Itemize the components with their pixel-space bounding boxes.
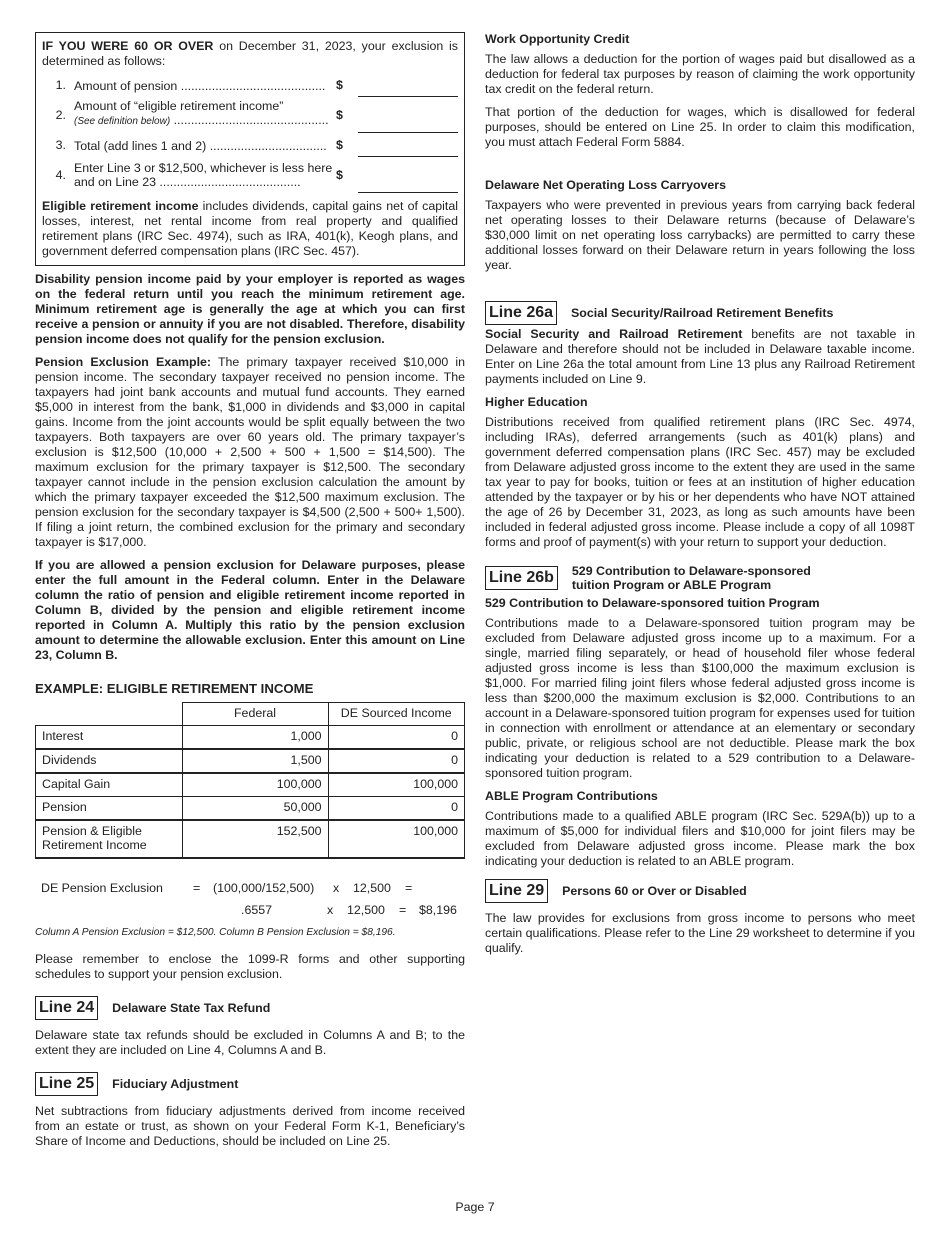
page-number: Page 7 <box>455 1200 495 1214</box>
higher-education-heading: Higher Education <box>485 395 588 409</box>
line-25-header: Line 25 Fiduciary Adjustment <box>35 1072 465 1096</box>
line-26b-header: Line 26b 529 Contribution to Delaware-sponsored tuition Program or ABLE Program <box>485 564 915 592</box>
table-row: Dividends 1,500 0 <box>36 749 465 773</box>
line-4-entry-field[interactable] <box>358 157 458 193</box>
allowed-exclusion-paragraph: If you are allowed a pension exclusion for Delaware purposes, please enter the full amount in the Federal column. Enter in the Delaware column the ratio of pension and eligible retirement income reported in Column B, divided by the pension and eligible retirement income reported in Column A. Multiply this ratio by the pension exclusion amount to determine the allowable exclusion. Enter this amount on Line 23, Column B. <box>35 558 465 662</box>
line-29-header: Line 29 Persons 60 or Over or Disabled <box>485 879 915 903</box>
exclusion-worksheet-box <box>35 32 465 266</box>
table-row: Capital Gain 100,000 100,000 <box>36 773 465 797</box>
eligible-retirement-definition: Eligible retirement income includes dividends, capital gains net of capital losses, interest, net rental income from real property and qualified retirement plans (IRC Sec. 4974), such as IRA, 401(k), Keogh plans, and government deferred compensation plans (IRC Sec. 457). <box>42 199 458 258</box>
disability-paragraph: Disability pension income paid by your employer is reported as wages on the federal return until you reach the minimum retirement age. Minimum retirement age is generally the age at which you can first receive a pension or annuity if you are not disabled. Therefore, disability pension income does not qualify for the pension exclusion. <box>35 272 465 346</box>
worksheet-line-3: 3. Total (add lines 1 and 2) .................................. $ <box>42 133 458 157</box>
worksheet-line-1: 1. Amount of pension .......................................... $ <box>42 73 458 97</box>
table-header-row: Federal DE Sourced Income <box>36 703 465 726</box>
line-25-text: Net subtractions from fiduciary adjustments derived from income received from an estate or trust, as shown on your Federal Form K-1, Beneficiary’s Share of Income and Deductions, should be included on Line 25. <box>35 1104 465 1148</box>
table-row: Pension 50,000 0 <box>36 797 465 821</box>
able-heading: ABLE Program Contributions <box>485 789 658 803</box>
table-row: Pension & Eligible Retirement Income 152,500 100,000 <box>36 820 465 858</box>
worksheet-line-2: 2. Amount of “eligible retirement income” (See definition below) ............................................. $ <box>42 97 458 133</box>
line-1-entry-field[interactable] <box>358 73 458 97</box>
line-24-header: Line 24 Delaware State Tax Refund <box>35 996 465 1020</box>
pension-example-paragraph: Pension Exclusion Example: The primary taxpayer received $10,000 in pension income. The secondary taxpayer received no pension income. The taxpayers had joint bank accounts and mutual fund accounts. They earned $5,000 in interest from the bank, $1,000 in dividends and $3,000 in capital gains. Income from the joint accounts would be split equally between the two taxpayers. Both taxpayers are over 60 years old. The primary taxpayer’s exclusion is $12,500 (10,000 + 2,500 + 500 + 1,500 = $14,500). The maximum exclusion for the primary taxpayer is $12,500. The secondary taxpayer cannot include in the pension exclusion calculation the amount by which the primary taxpayer exceeded the $12,500 maximum exclusion. The pension exclusion for the secondary taxpayer is $4,500 (2,500 + 500+ 1,500). If filing a joint return, the combined exclusion for the primary and secondary taxpayer is $17,000. <box>35 355 465 549</box>
social-security-paragraph: Social Security and Railroad Retirement benefits are not taxable in Delaware and therefore should not be included in Delaware taxable income. Enter on Line 26a the total amount from Line 13 plus any Railroad Retirement payments included on Line 9. <box>485 327 915 386</box>
pension-exclusion-calculation: DE Pension Exclusion = (100,000/152,500) x 12,500 = .6557 x 12,500 = $8,196 Column A Pension Exclusion = $12,500. Column B Pension Exclusion = $8,196. <box>35 881 457 938</box>
remember-paragraph: Please remember to enclose the 1099-R forms and other supporting schedules to support your pension exclusion. <box>35 952 465 981</box>
nol-heading: Delaware Net Operating Loss Carryovers <box>485 178 727 192</box>
exclusion-intro: IF YOU WERE 60 OR OVER on December 31, 2023, your exclusion is determined as follows: <box>42 39 458 68</box>
worksheet-line-4: 4. Enter Line 3 or $12,500, whichever is less here and on Line 23 ......................................... $ <box>42 157 458 193</box>
right-column: Work Opportunity Credit The law allows a deduction for the portion of wages paid but disallowed as a deduction for federal tax purposes by reason of claiming the work opportunity tax credit on the federal return. That portion of the deduction for wages, which is disallowed for federal purposes, should be entered on Line 25. In order to claim this modification, you must attach Federal Form 5884. Delaware Net Operating Loss Carryovers Taxpayers who were prevented in previous years from carrying back federal net operating losses to their Delaware returns (because of Delaware’s $30,000 limit on net operating loss carrybacks) are permitted to carry these additional losses forward on their Delaware return in years following the loss year. Line 26a Social Security/Railroad Retirement Benefits Social Security and Railroad Retirement benefits are not taxable in Delaware and therefore should not be included in Delaware taxable income. Enter on Line 26a the total amount from Line 13 plus any Railroad Retirement payments included on Line 9. Higher Education Distributions received from qualified retirement plans (IRC Sec. 4974, including IRAs), deferred arrangements (such as 401(k) plans) and government deferred compensation plans (IRC Sec. 457) may be excluded from Delaware adjusted gross income to the extent they are used in the same tax year to pay for books, tuition or fees at an institution of higher education attended by the taxpayer or by his or her dependents who have NOT attained the age of 26 by December 31, 2023, as long as such amounts have been included in federal adjusted gross income. Please include a copy of all 1098T forms and proof of payment(s) with your return to support your deduction. Line 26b 529 Contribution to Delaware-sponsored tuition Program or ABLE Program 529 Contribution to Delaware-sponsored tuition Program Contributions made to a Delaware-sponsored tuition program may be excluded from Delaware adjusted gross income up to a maximum. For a single, married filing separately, or head of household filer whose federal adjusted gross income is less than $100,000 the maximum exclusion is $1,000. For married filing joint filers whose federal adjusted gross income is less than $200,000 the maximum exclusion is $2,000. Contributions to an account in a Delaware-sponsored tuition program for expenses used for tuition in connection with enrollment or attendance at an elementary or secondary public, private, or religious school are not deductible. Please mark the box indicating your deduction is related to a 529 contribution to a Delaware-sponsored tuition program. ABLE Program Contributions Contributions made to a qualified ABLE program (IRC Sec. 529A(b)) up to a maximum of $5,000 for individual filers and $10,000 for joint filers may be excluded from Delaware adjusted gross income. Please mark the box indicating your deduction is related to an ABLE program. Line 29 Persons 60 or Over or Disabled The law provides for exclusions from gross income to persons who meet certain qualifications. Please refer to the Line 29 worksheet to determine if you qualify. <box>485 32 915 955</box>
eligible-retirement-table <box>35 702 465 859</box>
example-table-title: EXAMPLE: ELIGIBLE RETIREMENT INCOME <box>35 681 314 696</box>
line-26a-header: Line 26a Social Security/Railroad Retirement Benefits <box>485 301 915 325</box>
table-row: Interest 1,000 0 <box>36 726 465 750</box>
line-24-text: Delaware state tax refunds should be excluded in Columns A and B; to the extent they are included on Line 4, Columns A and B. <box>35 1028 465 1057</box>
work-opportunity-heading: Work Opportunity Credit <box>485 32 630 46</box>
tuition-program-heading: 529 Contribution to Delaware-sponsored tuition Program <box>485 596 820 610</box>
line-2-entry-field[interactable] <box>358 97 458 133</box>
line-29-text: The law provides for exclusions from gross income to persons who meet certain qualifications. Please refer to the Line 29 worksheet to determine if you qualify. <box>485 911 915 955</box>
left-column <box>35 32 465 1157</box>
line-3-entry-field[interactable] <box>358 133 458 157</box>
